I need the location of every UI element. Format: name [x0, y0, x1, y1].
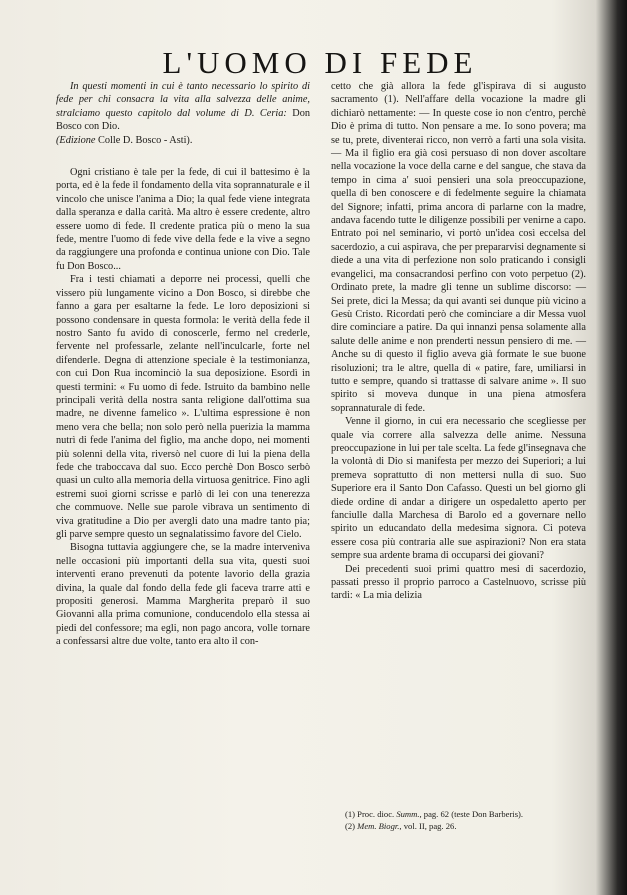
footnote [331, 809, 586, 821]
paragraph: Ogni cristiano è tale per la fede, di cui il battesimo è la porta, ed è la fede il fondamento della vita soprannaturale e il vincolo che unisce l'anima a Dio; la qual fede viene integrata dalla speranza e dalla carità. Ma altro è essere credente, altro essere uomo di fede. Il credente pratica più o meno la sua fede, mentre l'uomo di fede vive della fede e la vive a segno da raggiungere una profonda e continua unione con Dio. Tale fu Don Bosco... [56, 167, 310, 272]
left-column [56, 80, 310, 649]
footnote-text: (2) [345, 820, 358, 831]
intro-edition-rest: Colle D. Bosco - Asti). [95, 134, 193, 146]
footnote-source: Summ. [396, 809, 420, 819]
footnote-text: , pag. 62 (teste Don Barberis). [419, 809, 524, 819]
paragraph: Bisogna tuttavia aggiungere che, se la madre intervenìva nelle occasioni più importanti della sua vita, questi suoi interventi erano prevenuti da potente lavorio della grazia divina, la quale dal fondo della fede gli faceva trarre atti e propositi generosi. Mamma Margherita preparò il suo Giovanni alla prima comunione, conducendolo ella stessa ai piedi del confessore; ma egli, non pago ancora, volle tornare a confessarsi altre due volte, tanto era alto il con- [56, 542, 310, 648]
right-column [331, 80, 586, 603]
footnote [331, 821, 586, 833]
intro-note [56, 80, 310, 147]
footnote-text: (1) Proc. dioc. [345, 809, 397, 819]
intro-text: In questi momenti in cui è tanto necessario lo spirito di fede per chi consacra la vita alla salvezza delle anime, stralciamo questo capitolo dal volume di D. Ceria: [56, 81, 310, 119]
intro-book: Don Bosco con Dio. [56, 107, 311, 133]
paragraph: Venne il giorno, in cui era necessario che scegliesse per quale via correre alla salvezza delle anime. Nessuna preoccupazione in lui per tale scelta. La fede gl'insegnava che la volontà di Dio si manifesta per mezzo dei Superiori; a lui premeva soprattutto di non mettersi nulla di suo. Suo Superiore era il Santo Don Cafasso. Questi un bel giorno gli diede ordine di andar a dirigere un ospedaletto aperto per fanciulle dalla Marchesa di Barolo ed a governare nello spirito un educandato della medesima signora. Ci poteva essere cosa più contraria alle sue aspirazioni? Non era stata sempre sua ardente brama di occuparsi dei giovani? [331, 416, 586, 562]
paragraph: Dei precedenti suoi primi quattro mesi di sacerdozio, passati presso il proprio parroco a Castelnuovo, scrisse più tardi: « La mia delizia [331, 563, 586, 602]
footnote-source: Mem. Biogr. [357, 820, 400, 831]
paragraph: Fra i testi chiamati a deporre nei processi, quelli che vissero più lungamente vicino a Don Bosco, si direbbe che fanno a gara per esaltarne la fede. Le loro deposizioni si possono condensare in questa formola: le verità della fede il nostro Santo fu avido di conoscerle, fermo nel crederle, fervente nel professarle, zelante nell'inculcarle, forte nel difenderle. Degna di attenzione speciale è la testimonianza, con cui Don Rua incominciò la sua deposizione. Esordì in questi termini: « Fu uomo di fede. Istruito da bambino nelle principali verità della nostra santa religione dall'ottima sua madre, ne divenne famelico ». L'ultima espressione è non meno vera che bella; non solo però nella puerizia la mamma nutrì di fede l'anima del figlio, ma anche dopo, nei momenti più solenni della vita, riversò nel cuore di lui la piena della fede che traboccava dal suo. Ecco perchè Don Bosco serbò quasi un culto alla memoria della virtuosa genitrice. Fino agli estremi suoi giorni scrisse e parlò di lei con una tenerezza che commuove. Nelle sue parole vibrava un sentimento di viva gratitudine a Dio per avergli dato una madre tanto pia; gli parve sempre questo un segnalatissimo favore del Cielo. [56, 274, 310, 540]
footnotes [331, 809, 586, 832]
page-title: L'UOMO DI FEDE [162, 44, 478, 80]
intro-edition: (Edizione [56, 134, 96, 146]
paragraph: cetto che già allora la fede gl'ispirava di si augusto sacramento (1). Nell'affare della vocazione la madre gli dichiarò nettamente: — In queste cose io non c'entro, perchè Dio è prima di tutto. Non pensare a me. Io sono povera; ma se tu, prete, diventerai ricco, non verrò a farti una sola visita. — Ma il figlio era già così persuaso di non dover ascoltare nella vocazione la voce della carne e del sangue, che stava da tempo in cima a' suoi pensieri una sola preoccupazione, quella di ben conoscere e di fedelmente seguire la chiamata del Signore; infatti, prima ancora di parlarne con la madre, andava facendo tutte le diligenze possibili per venirne a capo. Entrato poi nel seminario, vi portò un'idea così eccelsa del sacerdozio, a cui aspirava, che per prepararvisi degnamente si diede a una vita di perfezione non solo praticando i consigli evangelici, ma consacrandosi perfino con voto perpetuo (2). Ordinato prete, la madre gli tenne un sublime discorso: — Sei prete, dici la Messa; da qui avanti sei dunque più vicino a Gesù Cristo. Ricordati però che cominciare a dir Messa vuol dire cominciare a patire. Da qui innanzi pensa solamente alla salute delle anime e non prenderti nessun pensiero di me. — Anche su di questo il figlio aveva già formate le sue buone risoluzioni; tra le altre, quella di « patire, fare, umiliarsi in tutto e sempre, quando si trattasse di salvare anime ». Il suo spirito si moveva dunque in una piena atmosfera soprannaturale di fede. [331, 81, 586, 414]
footnote-text: , vol. II, pag. 26. [399, 820, 457, 831]
